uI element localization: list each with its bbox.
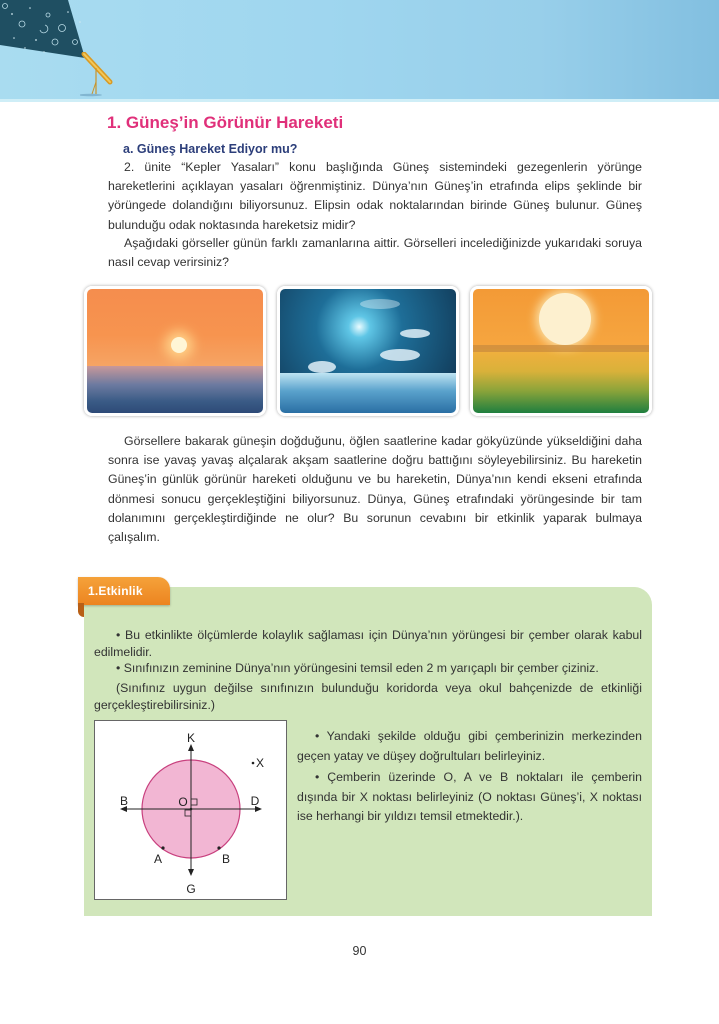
label-b-left: B — [119, 794, 129, 808]
activity-note: (Sınıfınız uygun değilse sınıfınızın bulunduğu koridorda veya okul bahçenizde de etkinliği gerçekleştirebilirsiniz.) — [94, 681, 642, 712]
activity-tab-fold — [78, 603, 84, 617]
stars-icon — [0, 0, 90, 60]
activity-bullet: • Bu etkinlikte ölçümlerde kolaylık sağlaması için Dünya’nın yörüngesi bir çember olarak kabul edilmelidir. — [94, 628, 642, 659]
sun-icon — [171, 337, 187, 353]
label-k: K — [186, 731, 196, 745]
activity-bullet: • Yandaki şekilde olduğu gibi çemberinizin merkezinden geçen yatay ve düşey doğrultuları belirleyiniz. — [297, 729, 642, 763]
orbit-circle-diagram — [95, 721, 285, 898]
activity-bullet: • Çemberin üzerinde O, A ve B noktaları ile çemberin dışında bir X noktası belirleyiniz (O noktası Güneş’i, X noktası ise herhangi bir yıldızı temsil etmektedir.). — [297, 770, 642, 823]
section-title: 1. Güneş’in Görünür Hareketi — [107, 113, 344, 132]
label-x: X — [256, 756, 265, 770]
label-g: G — [186, 882, 196, 896]
label-a: A — [153, 852, 163, 866]
activity-title: 1.Etkinlik — [88, 584, 143, 598]
banner-divider — [0, 99, 719, 102]
intro-paragraph: 2. ünite “Kepler Yasaları” konu başlığında Güneş sistemindeki gezegenlerin yörünge hareketlerini açıklayan yasaları öğrenmiştiniz. Dünya’nın Güneş’in etrafında elips şeklinde bir yörüngede dolandığını biliyorsunuz. Elipsin odak noktalarından birinde Güneş bulunur. Güneş bulunduğu odak noktasında hareketsiz midir? — [108, 160, 642, 232]
page-number: 90 — [352, 944, 367, 958]
noon-photo — [277, 286, 459, 416]
label-d: D — [250, 794, 260, 808]
question-paragraph: Aşağıdaki görseller günün farklı zamanlarına aittir. Görselleri incelediğinizde yukarıdaki soruya nasıl cevap verirsiniz? — [108, 236, 642, 270]
sunset-photo — [470, 286, 652, 416]
orbit-diagram — [94, 720, 287, 900]
label-o: O — [178, 795, 188, 809]
label-b: B — [221, 852, 231, 866]
telescope-icon — [80, 52, 120, 97]
activity-bullet: • Sınıfınızın zeminine Dünya’nın yörüngesini temsil eden 2 m yarıçaplı bir çember çiziniz. — [116, 661, 599, 675]
header-banner — [0, 0, 719, 100]
sunrise-photo — [84, 286, 266, 416]
sun-icon — [539, 293, 591, 345]
subsection-title: a. Güneş Hareket Ediyor mu? — [123, 142, 298, 156]
explanation-paragraph: Görsellere bakarak güneşin doğduğunu, öğlen saatlerine kadar gökyüzünde yükseldiğini daha sonra ise yavaş yavaş alçalarak akşam saatlerine doğru battığını söyleyebilirsiniz. Bu hareketin Güneş’in günlük görünür hareketi olduğunu ve bu hareketin, Dünya’nın kendi ekseni etrafında dönmesi sonucu gerçekleştiğini biliyorsunuz. Dünya, Güneş etrafındaki yörüngesinde bir tam dolanımını gerçekleştirdiğinde ne olur? Bu sorunun cevabını bir etkinlik yaparak bulmaya çalışalım. — [108, 434, 642, 545]
sun-photos-row — [84, 286, 654, 416]
